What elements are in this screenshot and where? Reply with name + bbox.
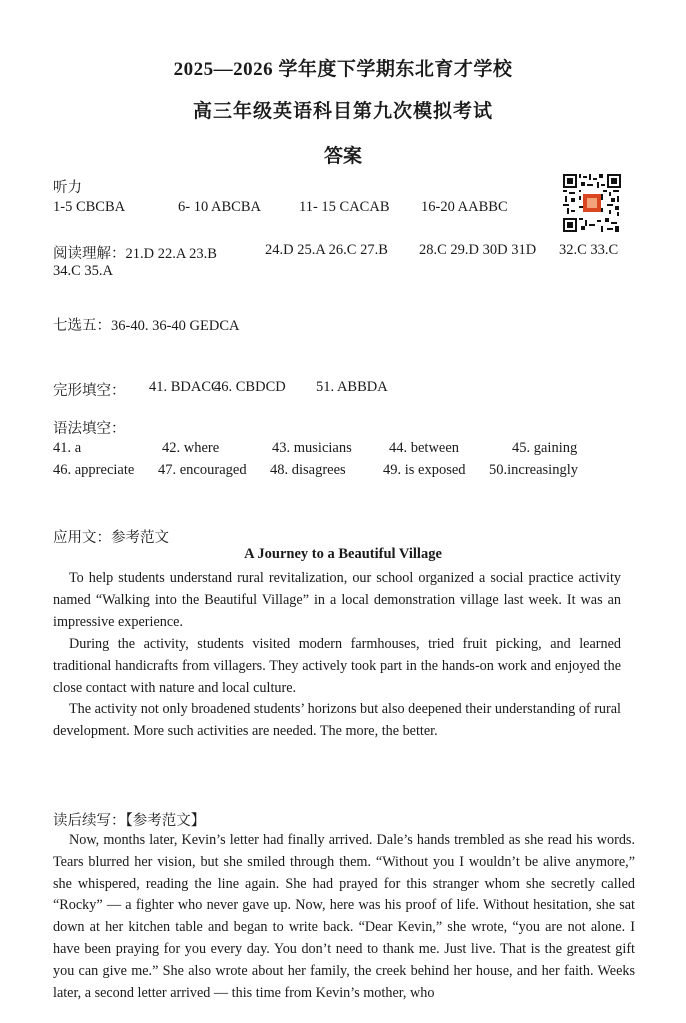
grammar-item: 43. musicians [272, 440, 352, 456]
grammar-item: 45. gaining [512, 440, 578, 456]
grammar-item: 46. appreciate [53, 462, 135, 478]
reading-group-4: 32.C 33.C [559, 242, 619, 258]
reading-group-3: 28.C 29.D 30D 31D [419, 242, 537, 258]
essay-paragraph: To help students understand rural revitalization, our school organized a social practice activity named “Walking into the Beautiful Village” in a local demonstration village last week. It was an impressive experience. [53, 570, 621, 630]
listening-group-1: 1-5 CBCBA [53, 199, 126, 215]
essay-paragraph: The activity not only broadened students’ horizons but also deepened their understanding of rural development. More such activities are needed. The more, the better. [53, 701, 621, 739]
continuation-writing-label: 读后续写：【参考范文】 [53, 813, 206, 829]
reading-group-2: 24.D 25.A 26.C 27.B [265, 242, 388, 258]
grammar-item: 49. is exposed [383, 462, 466, 478]
essay-title: A Journey to a Beautiful Village [244, 546, 442, 562]
cloze-group-2: 46. CBDCD [214, 379, 286, 395]
reading-line-2: 34.C 35.A [53, 263, 114, 279]
essay-paragraph: During the activity, students visited modern farmhouses, tried fruit picking, and learned traditional handicrafts from villagers. They actively took part in the hands-on work and enjoyed the close contact with nature and local culture. [53, 636, 621, 696]
grammar-item: 47. encouraged [158, 462, 247, 478]
qr-code-icon [563, 174, 621, 232]
grammar-label: 语法填空： [53, 421, 126, 437]
grammar-item: 42. where [162, 440, 220, 456]
school-title: 2025—2026 学年度下学期东北育才学校 [173, 59, 513, 80]
listening-group-2: 6- 10 ABCBA [178, 199, 261, 215]
listening-group-4: 16-20 AABBC [421, 199, 508, 215]
cloze-label: 完形填空： [53, 383, 126, 399]
grammar-item: 48. disagrees [270, 462, 346, 478]
grammar-item: 41. a [53, 440, 82, 456]
reading-group-1: 阅读理解：21.D 22.A 23.B [53, 246, 217, 262]
exam-title: 高三年级英语科目第九次模拟考试 [192, 101, 493, 122]
continuation-paragraph: Now, months later, Kevin’s letter had finally arrived. Dale’s hands trembled as she read his words. Tears blurred her vision, but she smiled through them. “Without you I wouldn’t be alive anymore,” she whispered, reading the line again. She had prayed for this stranger whom she secretly called “Rocky” — a fighter who never gave up. Now, here was his proof of life. Without hesitation, she sat down at her kitchen table and began to write back. “Dear Kevin,” she wrote, “you are not alone. I have been praying for you every day. You don’t need to thank me. Just live. That is the greatest gift you can give me.” She also wrote about her family, the creek behind her house, and her faith. Weeks later, a second letter arrived — this time from Kevin’s mother, who [53, 832, 635, 1001]
grammar-item: 44. between [389, 440, 460, 456]
grammar-item: 50.increasingly [489, 462, 578, 478]
seven-five-answers: 七选五：36-40. 36-40 GEDCA [53, 318, 240, 334]
answer-heading: 答案 [323, 146, 362, 167]
cloze-group-3: 51. ABBDA [316, 379, 388, 395]
cloze-group-1: 41. BDACC [149, 379, 221, 395]
practical-writing-label: 应用文：参考范文 [53, 530, 169, 546]
listening-group-3: 11- 15 CACAB [299, 199, 390, 215]
listening-label: 听力 [53, 180, 82, 196]
